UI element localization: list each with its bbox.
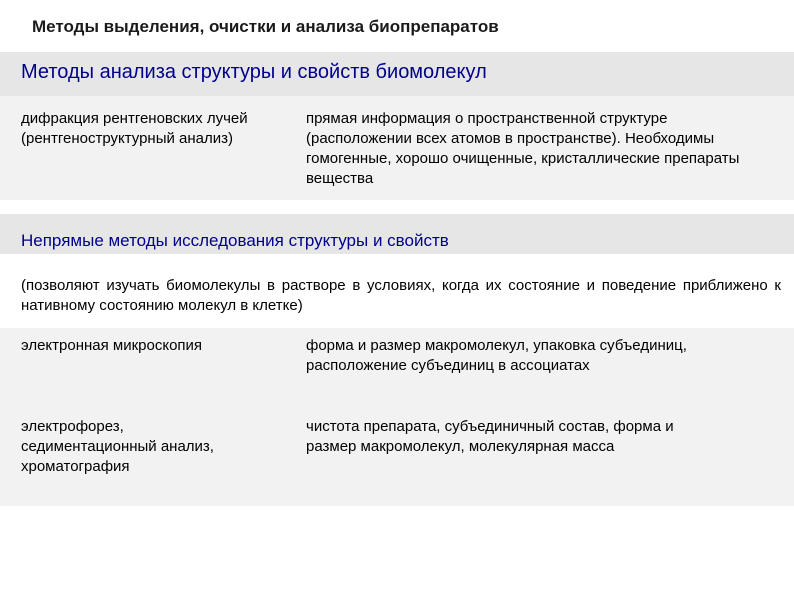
table-row: [0, 96, 794, 200]
slide-header: [0, 0, 794, 48]
description-xray: прямая информация о пространственной структуре (расположении всех атомов в пространстве). Необходимы гомогенные, хорошо очищенные, кристаллические препараты вещества: [306, 110, 740, 187]
method-electron-microscopy: электронная микроскопия: [21, 337, 203, 354]
indirect-methods-note: (позволяют изучать биомолекулы в растворе в условиях, когда их состояние и поведение приближено к нативному состоянию молекул в клетке): [21, 277, 781, 314]
description-electrophoresis: чистота препарата, субъединичный состав, форма и размер макромолекул, молекулярная масса: [306, 418, 674, 455]
table-row: [0, 328, 794, 406]
method-electrophoresis: электрофорез, седиментационный анализ, хроматография: [21, 418, 214, 475]
section-title-indirect: Непрямые методы исследования структуры и свойств: [21, 231, 449, 250]
section-title-structure: Методы анализа структуры и свойств биомолекул: [21, 61, 487, 83]
method-xray: дифракция рентгеновских лучей (рентгеноструктурный анализ): [21, 110, 248, 147]
table-row: [0, 406, 794, 506]
section-heading-band: [0, 52, 794, 96]
section-heading-band-indirect: [0, 214, 794, 254]
description-electron-microscopy: форма и размер макромолекул, упаковка субъединиц, расположение субъединиц в ассоциатах: [306, 337, 687, 374]
header-title: Методы выделения, очистки и анализа биопрепаратов: [32, 17, 499, 36]
